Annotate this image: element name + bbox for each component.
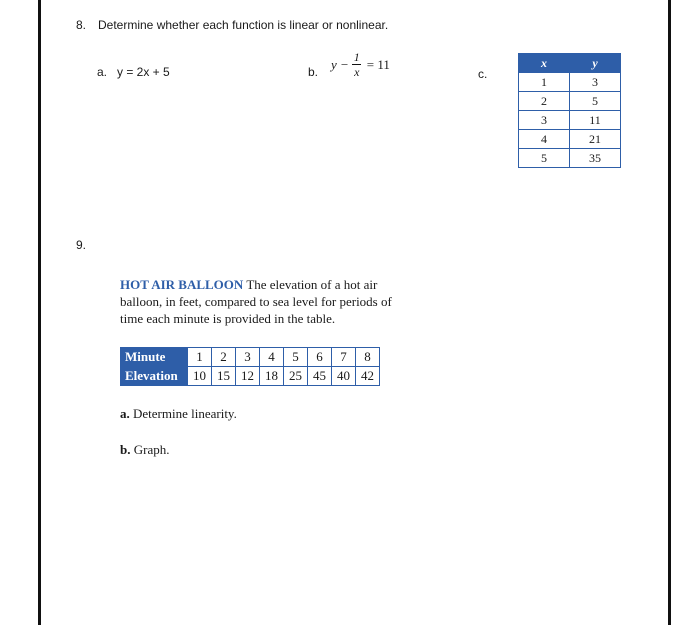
worksheet-page [38, 0, 671, 625]
question-9b-text: Graph. [133, 442, 170, 457]
row-label-elevation: Elevation [121, 367, 188, 386]
elevation-cell: 40 [332, 367, 356, 386]
cell-y: 3 [570, 73, 621, 92]
cell-x: 1 [519, 73, 570, 92]
table-header-row [519, 54, 621, 73]
elevation-cell: 10 [188, 367, 212, 386]
cell-x: 2 [519, 92, 570, 111]
cell-y: 35 [570, 149, 621, 168]
cell-y: 5 [570, 92, 621, 111]
question-8c-label: c. [478, 67, 488, 81]
xy-table [518, 53, 621, 168]
header-x: x [519, 54, 570, 73]
question-9b-label: b. [120, 442, 131, 457]
table-row [121, 348, 380, 367]
question-9b [120, 442, 169, 458]
row-label-minute: Minute [121, 348, 188, 367]
minute-cell: 7 [332, 348, 356, 367]
question-9a-label: a. [120, 406, 130, 421]
elevation-cell: 45 [308, 367, 332, 386]
question-9-number: 9. [76, 238, 87, 252]
question-8-number: 8. [76, 18, 87, 32]
minute-cell: 3 [236, 348, 260, 367]
cell-x: 3 [519, 111, 570, 130]
cell-y: 11 [570, 111, 621, 130]
equation-lhs: y − [331, 56, 349, 72]
equation-rhs: = 11 [366, 56, 390, 72]
question-8b-label: b. [308, 65, 319, 79]
table-row [519, 130, 621, 149]
question-9a [120, 406, 237, 422]
cell-x: 5 [519, 149, 570, 168]
table-row [519, 111, 621, 130]
question-8-prompt: Determine whether each function is linear or nonlinear. [98, 18, 389, 32]
cell-y: 21 [570, 130, 621, 149]
question-9-text [120, 276, 402, 327]
fraction [352, 50, 362, 79]
elevation-cell: 15 [212, 367, 236, 386]
question-8b-equation [331, 50, 390, 79]
question-9-title: HOT AIR BALLOON [120, 277, 244, 292]
cell-x: 4 [519, 130, 570, 149]
fraction-numerator: 1 [353, 50, 360, 64]
table-row [519, 92, 621, 111]
question-8a-label: a. [97, 65, 108, 79]
table-row [519, 73, 621, 92]
minute-cell: 5 [284, 348, 308, 367]
minute-cell: 1 [188, 348, 212, 367]
table-row [121, 367, 380, 386]
question-8a-equation: y = 2x + 5 [117, 65, 170, 79]
elevation-cell: 42 [356, 367, 380, 386]
minute-cell: 2 [212, 348, 236, 367]
minute-cell: 4 [260, 348, 284, 367]
header-y: y [570, 54, 621, 73]
question-9-body: The elevation of a hot air balloon, in feet, compared to sea level for periods of time each minute is provided in the table. [120, 277, 392, 326]
elevation-cell: 12 [236, 367, 260, 386]
fraction-denominator: x [354, 65, 360, 79]
table-row [519, 149, 621, 168]
minute-cell: 6 [308, 348, 332, 367]
elevation-cell: 25 [284, 367, 308, 386]
minute-elevation-table [120, 347, 380, 386]
minute-cell: 8 [356, 348, 380, 367]
question-9a-text: Determine linearity. [133, 406, 237, 421]
elevation-cell: 18 [260, 367, 284, 386]
